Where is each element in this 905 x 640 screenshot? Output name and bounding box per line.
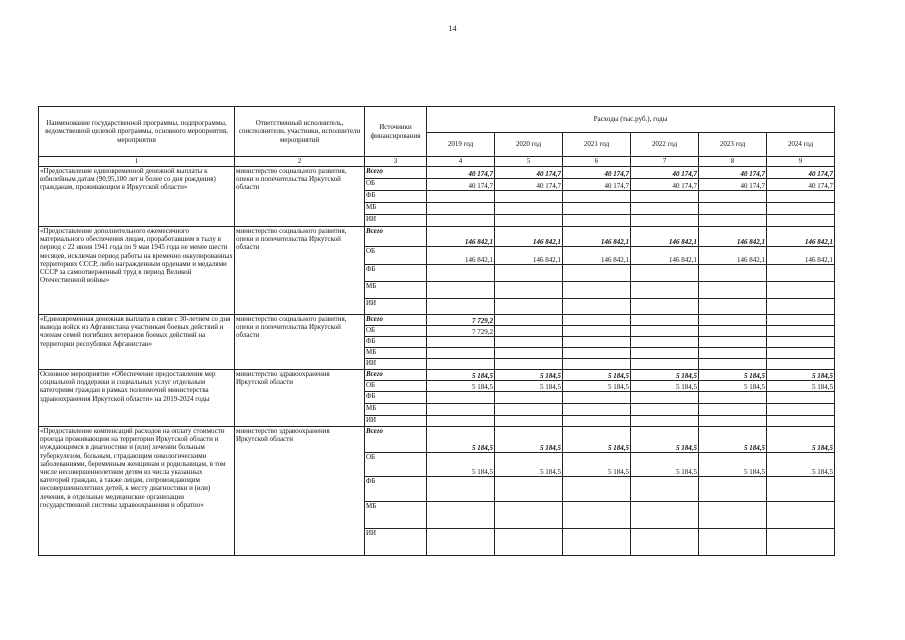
value-cell: [495, 299, 563, 315]
value-cell: [699, 502, 767, 529]
value-cell: 40 174,7: [563, 167, 631, 179]
value-cell: 146 842,1: [563, 247, 631, 265]
value-cell: [427, 392, 495, 404]
executor-cell: министерство здравоохранения Иркутской области: [235, 370, 365, 427]
header-index: 2: [235, 157, 365, 167]
measure-name: «Предоставление единовременной денежной выплаты к юбилейным датам (90,95,100 лет и более со дня рождения) гражданам, проживающим в Иркутской области»: [39, 167, 235, 227]
value-cell: 5 184,5: [563, 453, 631, 477]
value-cell: [631, 529, 699, 556]
value-cell: [427, 191, 495, 203]
value-cell: [699, 348, 767, 359]
value-cell: [767, 392, 835, 404]
header-name: Наименование государственной программы, подпрограммы, ведомственной целевой программы, основного мероприятия, мероприятия: [39, 107, 235, 157]
value-cell: 40 174,7: [563, 179, 631, 191]
source-cell: Всего: [365, 370, 427, 381]
measure-name: «Предоставление дополнительного ежемесячного материального обеспечения лицам, проработавшим в тылу в период с 22 июня 1941 года по 9 мая 1945 года не менее шести месяцев, исключая период работы на временно оккупированных территориях СССР, либо награжденным орденами и медалями СССР за самоотверженный труд в период Великой Отечественной войны»: [39, 227, 235, 315]
value-cell: [495, 502, 563, 529]
value-cell: 5 184,5: [767, 453, 835, 477]
header-year: 2022 год: [631, 133, 699, 157]
page-number: 14: [448, 24, 457, 33]
value-cell: 7 729,2: [427, 315, 495, 326]
value-cell: [495, 326, 563, 337]
value-cell: 5 184,5: [427, 370, 495, 381]
table-row: [39, 227, 835, 247]
value-cell: [495, 359, 563, 370]
value-cell: [563, 348, 631, 359]
value-cell: 40 174,7: [699, 167, 767, 179]
value-cell: [563, 191, 631, 203]
value-cell: 5 184,5: [563, 381, 631, 392]
source-cell: ФБ: [365, 191, 427, 203]
header-index-row: [39, 157, 835, 167]
value-cell: 5 184,5: [563, 427, 631, 453]
source-cell: ОБ: [365, 326, 427, 337]
value-cell: 146 842,1: [767, 227, 835, 247]
value-cell: [699, 326, 767, 337]
value-cell: [699, 416, 767, 427]
measure-name: «Единовременная денежная выплата в связи с 30-летием со дня вывода войск из Афганистана участникам боевых действий и членам семей погибших ветеранов боевых действий на территории республики Афганистан»: [39, 315, 235, 370]
header-row: [39, 107, 835, 133]
value-cell: 146 842,1: [699, 247, 767, 265]
value-cell: 146 842,1: [427, 227, 495, 247]
value-cell: [495, 265, 563, 282]
value-cell: 146 842,1: [699, 227, 767, 247]
value-cell: [767, 265, 835, 282]
source-cell: ИИ: [365, 299, 427, 315]
value-cell: 5 184,5: [427, 453, 495, 477]
value-cell: [767, 315, 835, 326]
value-cell: [699, 299, 767, 315]
value-cell: [631, 416, 699, 427]
value-cell: [767, 477, 835, 502]
value-cell: 5 184,5: [699, 370, 767, 381]
source-cell: МБ: [365, 404, 427, 416]
value-cell: [767, 404, 835, 416]
value-cell: [631, 326, 699, 337]
value-cell: [495, 529, 563, 556]
source-cell: МБ: [365, 348, 427, 359]
value-cell: [495, 404, 563, 416]
value-cell: [631, 477, 699, 502]
value-cell: [495, 392, 563, 404]
header-index: 5: [495, 157, 563, 167]
value-cell: [767, 337, 835, 348]
value-cell: [495, 191, 563, 203]
value-cell: [699, 282, 767, 299]
source-cell: ОБ: [365, 247, 427, 265]
value-cell: [767, 502, 835, 529]
measure-name: Основное мероприятие «Обеспечение предоставления мер социальной поддержки и социальных услуг отдельным категориям граждан в рамках полномочий министерства здравоохранения Иркутской области» на 2019-2024 годы: [39, 370, 235, 427]
value-cell: [631, 203, 699, 215]
table-row: [39, 167, 835, 179]
value-cell: 146 842,1: [563, 227, 631, 247]
value-cell: 5 184,5: [495, 381, 563, 392]
value-cell: 40 174,7: [427, 179, 495, 191]
value-cell: 40 174,7: [631, 179, 699, 191]
value-cell: [563, 359, 631, 370]
value-cell: [495, 315, 563, 326]
source-cell: Всего: [365, 315, 427, 326]
value-cell: [495, 477, 563, 502]
value-cell: [767, 203, 835, 215]
value-cell: 146 842,1: [427, 247, 495, 265]
header-index: 4: [427, 157, 495, 167]
header-executor: Ответственный исполнитель, соисполнители, участники, исполнители мероприятий: [235, 107, 365, 157]
value-cell: 146 842,1: [767, 247, 835, 265]
value-cell: 5 184,5: [699, 453, 767, 477]
source-cell: ФБ: [365, 337, 427, 348]
source-cell: ФБ: [365, 477, 427, 502]
value-cell: [631, 359, 699, 370]
value-cell: 5 184,5: [631, 453, 699, 477]
value-cell: [631, 392, 699, 404]
value-cell: 146 842,1: [495, 247, 563, 265]
header-year: 2019 год: [427, 133, 495, 157]
value-cell: [427, 502, 495, 529]
source-cell: ОБ: [365, 453, 427, 477]
source-cell: Всего: [365, 167, 427, 179]
value-cell: [495, 416, 563, 427]
source-cell: ИИ: [365, 529, 427, 556]
value-cell: [767, 191, 835, 203]
source-cell: Всего: [365, 427, 427, 453]
value-cell: [631, 404, 699, 416]
source-cell: ИИ: [365, 416, 427, 427]
source-cell: МБ: [365, 203, 427, 215]
executor-cell: министерство здравоохранения Иркутской области: [235, 427, 365, 556]
value-cell: [563, 404, 631, 416]
value-cell: [495, 337, 563, 348]
value-cell: [699, 477, 767, 502]
value-cell: 5 184,5: [631, 427, 699, 453]
value-cell: 5 184,5: [767, 370, 835, 381]
header-source: Источники финансирования: [365, 107, 427, 157]
value-cell: [631, 282, 699, 299]
value-cell: [767, 326, 835, 337]
value-cell: [495, 215, 563, 227]
header-index: 1: [39, 157, 235, 167]
value-cell: 5 184,5: [495, 453, 563, 477]
header-index: 6: [563, 157, 631, 167]
source-cell: ИИ: [365, 215, 427, 227]
value-cell: [563, 477, 631, 502]
value-cell: 5 184,5: [767, 427, 835, 453]
value-cell: [767, 215, 835, 227]
value-cell: 40 174,7: [767, 167, 835, 179]
source-cell: МБ: [365, 502, 427, 529]
table-body: [39, 107, 835, 556]
value-cell: [767, 359, 835, 370]
value-cell: [631, 315, 699, 326]
value-cell: 5 184,5: [427, 427, 495, 453]
value-cell: [563, 529, 631, 556]
source-cell: ИИ: [365, 359, 427, 370]
value-cell: [495, 203, 563, 215]
value-cell: [699, 191, 767, 203]
value-cell: [563, 326, 631, 337]
value-cell: [699, 392, 767, 404]
header-index: 7: [631, 157, 699, 167]
source-cell: Всего: [365, 227, 427, 247]
value-cell: [699, 265, 767, 282]
value-cell: 5 184,5: [427, 381, 495, 392]
value-cell: [631, 265, 699, 282]
value-cell: [427, 529, 495, 556]
value-cell: 5 184,5: [495, 370, 563, 381]
value-cell: [427, 282, 495, 299]
value-cell: [631, 215, 699, 227]
value-cell: 146 842,1: [631, 247, 699, 265]
value-cell: [699, 315, 767, 326]
value-cell: 7 729,2: [427, 326, 495, 337]
value-cell: [563, 315, 631, 326]
value-cell: [699, 404, 767, 416]
source-cell: ФБ: [365, 265, 427, 282]
header-index: 3: [365, 157, 427, 167]
value-cell: 146 842,1: [495, 227, 563, 247]
header-expenses: Расходы (тыс.руб.), годы: [427, 107, 835, 133]
header-index: 9: [767, 157, 835, 167]
expenses-table: [38, 106, 835, 556]
value-cell: [767, 529, 835, 556]
value-cell: [699, 529, 767, 556]
value-cell: 5 184,5: [699, 427, 767, 453]
value-cell: [631, 502, 699, 529]
value-cell: [563, 203, 631, 215]
value-cell: [631, 337, 699, 348]
value-cell: [767, 282, 835, 299]
value-cell: [495, 282, 563, 299]
value-cell: [563, 265, 631, 282]
value-cell: [427, 348, 495, 359]
header-year: 2020 год: [495, 133, 563, 157]
value-cell: [563, 337, 631, 348]
header-year: 2024 год: [767, 133, 835, 157]
value-cell: [563, 299, 631, 315]
value-cell: 40 174,7: [767, 179, 835, 191]
value-cell: 146 842,1: [631, 227, 699, 247]
source-cell: МБ: [365, 282, 427, 299]
value-cell: [427, 359, 495, 370]
table-row: [39, 315, 835, 326]
value-cell: [427, 477, 495, 502]
value-cell: [495, 348, 563, 359]
value-cell: [563, 416, 631, 427]
value-cell: [427, 215, 495, 227]
table-row: [39, 370, 835, 381]
value-cell: 5 184,5: [563, 370, 631, 381]
value-cell: 5 184,5: [767, 381, 835, 392]
value-cell: [631, 299, 699, 315]
value-cell: [427, 299, 495, 315]
value-cell: [563, 502, 631, 529]
value-cell: [699, 215, 767, 227]
value-cell: [699, 203, 767, 215]
executor-cell: министерство социального развития, опеки и попечительства Иркутской области: [235, 315, 365, 370]
source-cell: ОБ: [365, 179, 427, 191]
value-cell: [631, 191, 699, 203]
value-cell: 40 174,7: [631, 167, 699, 179]
value-cell: [767, 416, 835, 427]
value-cell: 5 184,5: [699, 381, 767, 392]
value-cell: [767, 348, 835, 359]
header-year: 2021 год: [563, 133, 631, 157]
value-cell: 5 184,5: [631, 370, 699, 381]
value-cell: [427, 265, 495, 282]
value-cell: 40 174,7: [699, 179, 767, 191]
executor-cell: министерство социального развития, опеки и попечительства Иркутской области: [235, 227, 365, 315]
value-cell: [427, 203, 495, 215]
value-cell: [427, 416, 495, 427]
measure-name: «Предоставление компенсаций расходов на оплату стоимости проезда проживающим на территории Иркутской области и нуждающимся в диагностике и (или) лечении больным туберкулезом, больным, страдающим онкологическими заболеваниями, беременным женщинам и родильницам, в том числе несовершеннолетним детям из числа указанных категорий граждан, а также лицам, сопровождающим несовершеннолетних детей, к месту диагностики и (или) лечения, в отдельные медицинские организации государственной системы здравоохранения и обратно»: [39, 427, 235, 556]
value-cell: [563, 392, 631, 404]
executor-cell: министерство социального развития, опеки и попечительства Иркутской области: [235, 167, 365, 227]
value-cell: 40 174,7: [495, 167, 563, 179]
header-index: 8: [699, 157, 767, 167]
value-cell: 40 174,7: [495, 179, 563, 191]
value-cell: 40 174,7: [427, 167, 495, 179]
value-cell: [427, 337, 495, 348]
table-row: [39, 427, 835, 453]
value-cell: [699, 359, 767, 370]
value-cell: 5 184,5: [495, 427, 563, 453]
header-year: 2023 год: [699, 133, 767, 157]
value-cell: [427, 404, 495, 416]
value-cell: [767, 299, 835, 315]
value-cell: [699, 337, 767, 348]
value-cell: [631, 348, 699, 359]
value-cell: 5 184,5: [631, 381, 699, 392]
value-cell: [563, 215, 631, 227]
value-cell: [563, 282, 631, 299]
source-cell: ОБ: [365, 381, 427, 392]
source-cell: ФБ: [365, 392, 427, 404]
